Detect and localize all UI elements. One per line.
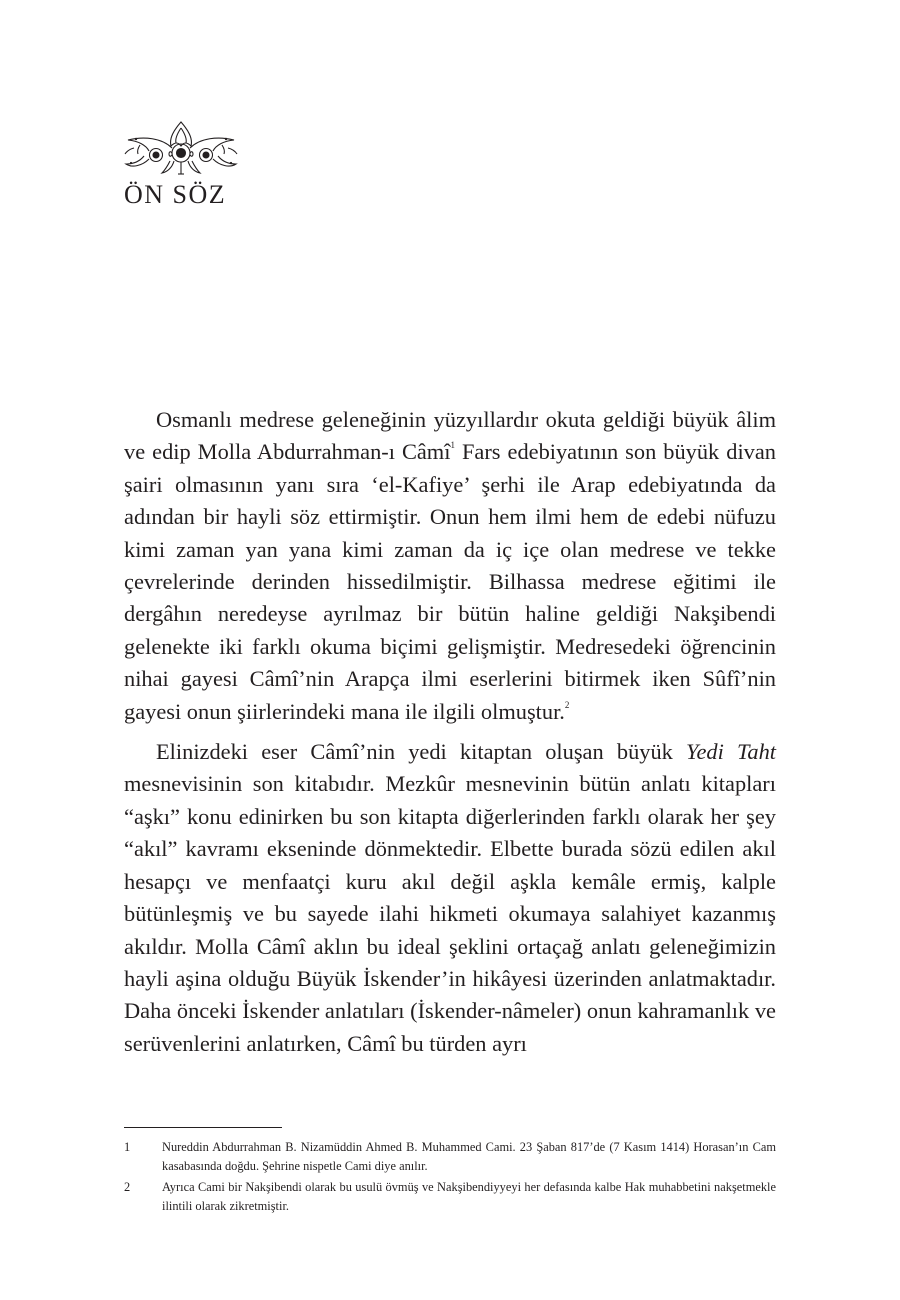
footnote-text: Nureddin Abdurrahman B. Nizamüddin Ahmed B. Muhammed Cami. 23 Şaban 817’de (7 Kasım 1414) Horasan’ın Cam kasabasında doğdu. Şehrine nispetle Cami diye anılır.	[162, 1140, 776, 1173]
paragraph-text: Osmanlı medrese geleneğinin yüzyıllardır okuta geldiği büyük âlim ve edip Molla Abdurrahman-ı Câmî	[124, 407, 776, 465]
body-text	[124, 404, 776, 1060]
footnote-item	[124, 1178, 776, 1216]
footnote-text: Ayrıca Cami bir Nakşibendi olarak bu usulü övmüş ve Nakşibendiyyeyi her defasında kalbe Hak muhabbetini nakşetmekle ilintili olarak zikretmiştir.	[162, 1180, 776, 1213]
paragraph-text: Elinizdeki eser Câmî’nin yedi kitaptan oluşan büyük	[156, 739, 687, 765]
footnote-reference[interactable]: 2	[564, 699, 570, 710]
chapter-title: ÖN SÖZ	[124, 180, 227, 209]
footnote-number: 2	[124, 1180, 131, 1194]
paragraph	[124, 736, 776, 1060]
book-title: Yedi Taht	[686, 739, 776, 765]
footnote-item	[124, 1138, 776, 1176]
footnote-reference[interactable]: 1	[450, 440, 455, 451]
footnote-divider	[124, 1127, 282, 1128]
paragraph	[124, 404, 776, 728]
floral-ornament-icon	[122, 118, 240, 180]
paragraph-text: Fars edebiyatının son büyük divan şairi olmasının yanı sıra ‘el-Kafiye’ şerhi ile Arap edebiyatında da adından bir hayli söz ettirmiştir. Onun hem ilmi hem de edebi nüfuzu kimi zaman yan yana kimi zaman da iç içe olan medrese ve tekke çevrelerinde derinden hissedilmiştir. Bilhassa medrese eğitimi ile dergâhın neredeyse ayrılmaz bir bütün haline geldiği Nakşibendi gelenekte iki farklı okuma biçimi gelişmiştir. Medresedeki öğrencinin nihai gayesi Câmî’nin Arapça ilmi eserlerini bitirmek iken Sûfî’nin gayesi onun şiirlerindeki mana ile ilgili olmuştur.	[124, 439, 776, 724]
paragraph-text: mesnevisinin son kitabıdır. Mezkûr mesnevinin bütün anlatı kitapları “aşkı” konu edinirken bu son kitapta diğerlerinden farklı olarak her şey “akıl” kavramı ekseninde dönmektedir. Elbette burada sözü edilen akıl hesapçı ve menfaatçi kuru akıl değil aşkla kemâle ermiş, kalple bütünleşmiş ve bu sayede ilahi hikmeti okumaya salahiyet kazanmış akıldır. Molla Câmî aklın bu ideal şeklini ortaçağ anlatı geleneğimizin hayli aşina olduğu Büyük İskender’in hikâyesi üzerinden anlatmaktadır. Daha önceki İskender anlatıları (İskender-nâmeler) onun kahramanlık ve serüvenlerini anlatırken, Câmî bu türden ayrı	[124, 771, 776, 1056]
footnotes	[124, 1138, 776, 1218]
footnote-number: 1	[124, 1140, 131, 1154]
